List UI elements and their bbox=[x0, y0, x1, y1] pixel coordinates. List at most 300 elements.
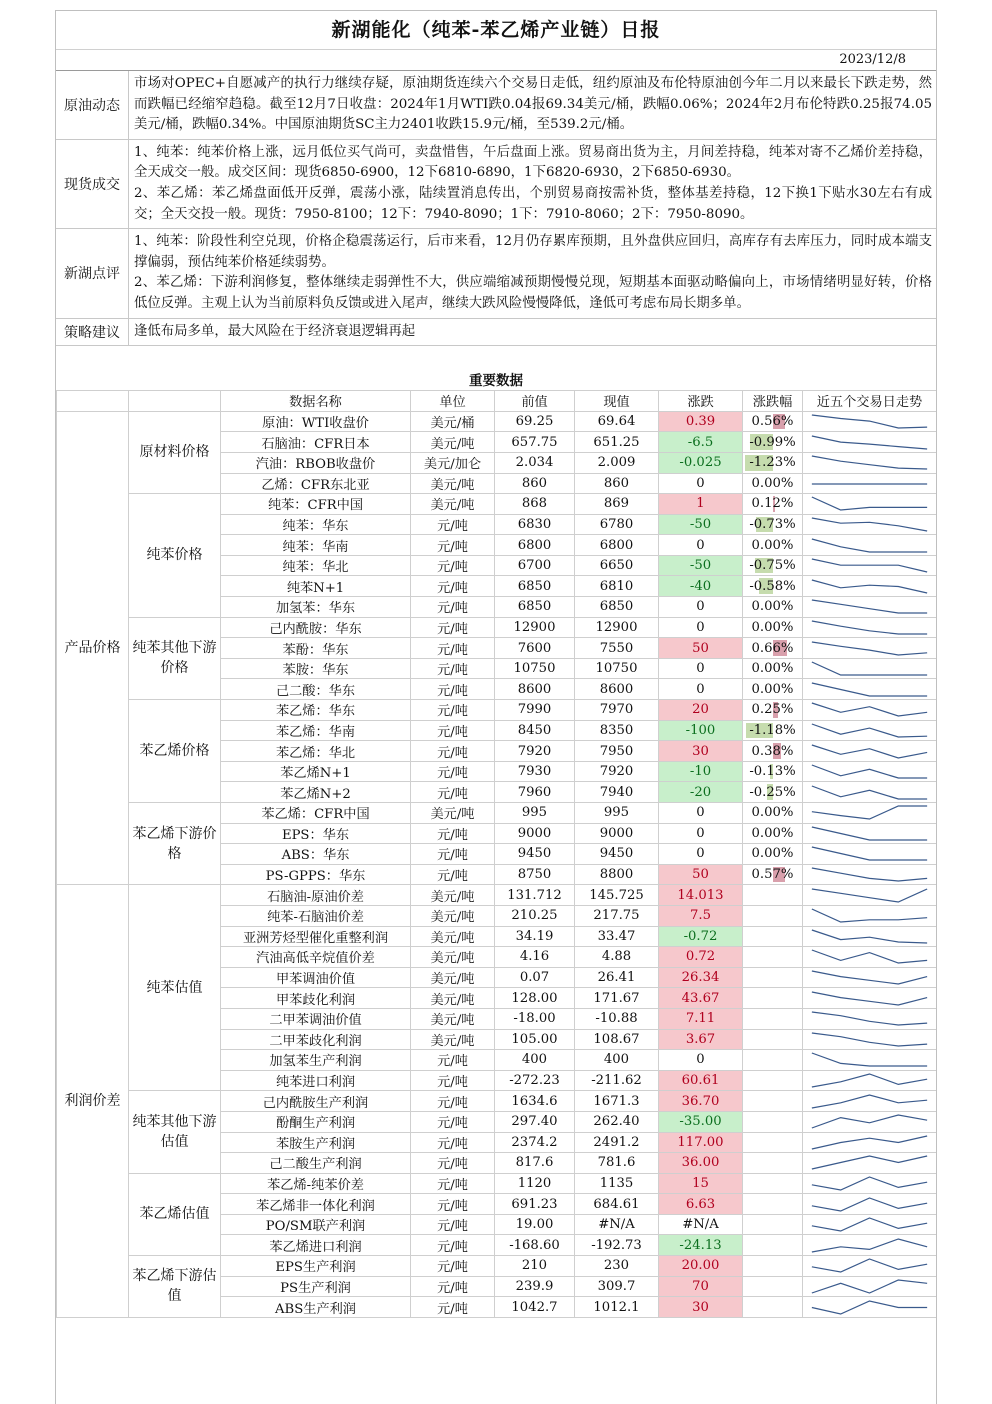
group-cell: 苯乙烯下游价格 bbox=[129, 803, 221, 885]
prev-value: 691.23 bbox=[495, 1194, 575, 1215]
section-row bbox=[56, 71, 936, 140]
sparkline-path bbox=[812, 621, 927, 634]
change-value: #N/A bbox=[659, 1214, 743, 1235]
curr-value: 1671.3 bbox=[575, 1091, 659, 1112]
prev-value: 995 bbox=[495, 803, 575, 824]
sparkline bbox=[803, 1195, 936, 1214]
sparkline-cell bbox=[803, 1297, 937, 1318]
sparkline bbox=[803, 721, 936, 740]
pct-text: -0.73% bbox=[749, 516, 796, 532]
pct-change bbox=[743, 1029, 803, 1050]
sparkline bbox=[803, 865, 936, 884]
unit-cell: 元/吨 bbox=[411, 679, 495, 700]
sparkline bbox=[803, 433, 936, 452]
prev-value: 19.00 bbox=[495, 1214, 575, 1235]
change-value: -20 bbox=[659, 782, 743, 803]
pct-change bbox=[743, 1111, 803, 1132]
header-name: 数据名称 bbox=[221, 391, 411, 412]
pct-text: 0.00% bbox=[751, 599, 794, 615]
sparkline-cell bbox=[803, 1050, 937, 1071]
sparkline-path bbox=[812, 456, 927, 469]
sparkline-path bbox=[812, 642, 927, 655]
section-paragraph: 市场对OPEC+自愿减产的执行力继续存疑，原油期货连续六个交易日走低，纽约原油及布伦特原油创今年二月以来最长下跌走势，然而跌幅已经缩窄趋稳。截至12月7日收盘：2024年1月WTI跌0.04报69.34美元/桶，跌幅0.06%；2024年2月布伦特跌0.25报74.05美元/桶，跌幅0.34%。中国原油期货SC主力2401收跌15.9元/桶，至539.2元/桶。 bbox=[134, 76, 932, 133]
sparkline-path bbox=[812, 992, 927, 1005]
sparkline-cell bbox=[803, 576, 937, 597]
curr-value: 7920 bbox=[575, 761, 659, 782]
header-pct: 涨跌幅 bbox=[743, 391, 803, 412]
curr-value: 2491.2 bbox=[575, 1132, 659, 1153]
change-value: -6.5 bbox=[659, 432, 743, 453]
curr-value: 8600 bbox=[575, 679, 659, 700]
sparkline bbox=[803, 1277, 936, 1296]
sparkline-cell bbox=[803, 1008, 937, 1029]
sparkline-path bbox=[812, 1301, 927, 1314]
change-value: -0.025 bbox=[659, 452, 743, 473]
change-value: -24.13 bbox=[659, 1235, 743, 1256]
change-value: 6.63 bbox=[659, 1194, 743, 1215]
sparkline bbox=[803, 659, 936, 678]
prev-value: 400 bbox=[495, 1050, 575, 1071]
change-value: 0 bbox=[659, 473, 743, 494]
sparkline-cell bbox=[803, 1256, 937, 1277]
sparkline-cell bbox=[803, 494, 937, 515]
sparkline-cell bbox=[803, 432, 937, 453]
item-name: 原油：WTI收盘价 bbox=[221, 411, 411, 432]
unit-cell: 美元/加仑 bbox=[411, 452, 495, 473]
pct-change bbox=[743, 1132, 803, 1153]
unit-cell: 元/吨 bbox=[411, 555, 495, 576]
sparkline bbox=[803, 742, 936, 761]
curr-value: 26.41 bbox=[575, 967, 659, 988]
section-label: 原油动态 bbox=[56, 71, 129, 139]
curr-value: 145.725 bbox=[575, 885, 659, 906]
curr-value: 400 bbox=[575, 1050, 659, 1071]
sparkline bbox=[803, 1071, 936, 1090]
pct-change bbox=[743, 823, 803, 844]
curr-value: 12900 bbox=[575, 617, 659, 638]
prev-value: -272.23 bbox=[495, 1070, 575, 1091]
pct-text: -1.18% bbox=[749, 722, 796, 738]
prev-value: 860 bbox=[495, 473, 575, 494]
pct-text: 0.00% bbox=[751, 681, 794, 697]
sparkline bbox=[803, 700, 936, 719]
change-value: 60.61 bbox=[659, 1070, 743, 1091]
sparkline bbox=[803, 824, 936, 843]
sparkline bbox=[803, 474, 936, 493]
pct-change bbox=[743, 494, 803, 515]
sparkline-cell bbox=[803, 555, 937, 576]
sparkline-cell bbox=[803, 597, 937, 618]
item-name: 苯胺：华东 bbox=[221, 658, 411, 679]
change-value: 15 bbox=[659, 1173, 743, 1194]
curr-value: -211.62 bbox=[575, 1070, 659, 1091]
section-row bbox=[56, 229, 936, 318]
data-title: 重要数据 bbox=[469, 373, 523, 390]
sparkline-cell bbox=[803, 679, 937, 700]
curr-value: 6650 bbox=[575, 555, 659, 576]
change-value: -100 bbox=[659, 720, 743, 741]
change-value: 36.70 bbox=[659, 1091, 743, 1112]
change-value: 26.34 bbox=[659, 967, 743, 988]
pct-text: 0.00% bbox=[751, 846, 794, 862]
table-row bbox=[57, 411, 937, 432]
category-cell: 利润价差 bbox=[57, 885, 129, 1317]
sparkline-path bbox=[812, 703, 927, 716]
group-cell: 苯乙烯估值 bbox=[129, 1173, 221, 1255]
pct-change bbox=[743, 1153, 803, 1174]
group-cell: 纯苯估值 bbox=[129, 885, 221, 1091]
sparkline-path bbox=[812, 971, 927, 984]
sparkline bbox=[803, 1236, 936, 1255]
sparkline-path bbox=[812, 580, 927, 593]
prev-value: -168.60 bbox=[495, 1235, 575, 1256]
sparkline bbox=[803, 1153, 936, 1172]
section-body bbox=[129, 319, 936, 346]
unit-cell: 美元/吨 bbox=[411, 1008, 495, 1029]
change-value: 7.5 bbox=[659, 905, 743, 926]
sparkline-cell bbox=[803, 782, 937, 803]
curr-value: 309.7 bbox=[575, 1276, 659, 1297]
sparkline-cell bbox=[803, 720, 937, 741]
curr-value: -192.73 bbox=[575, 1235, 659, 1256]
item-name: 纯苯N+1 bbox=[221, 576, 411, 597]
sparkline bbox=[803, 412, 936, 431]
sparkline-path bbox=[812, 806, 927, 819]
item-name: 酚酮生产利润 bbox=[221, 1111, 411, 1132]
prev-value: 7930 bbox=[495, 761, 575, 782]
sparkline-path bbox=[812, 539, 927, 552]
unit-cell: 元/吨 bbox=[411, 1235, 495, 1256]
pct-change bbox=[743, 741, 803, 762]
sparkline bbox=[803, 762, 936, 781]
unit-cell: 元/吨 bbox=[411, 1276, 495, 1297]
pct-change bbox=[743, 803, 803, 824]
item-name: 苯乙烯N+1 bbox=[221, 761, 411, 782]
table-row bbox=[57, 803, 937, 824]
prev-value: 6830 bbox=[495, 514, 575, 535]
prev-value: 9000 bbox=[495, 823, 575, 844]
prev-value: 7920 bbox=[495, 741, 575, 762]
prev-value: 0.07 bbox=[495, 967, 575, 988]
sparkline-path bbox=[812, 847, 927, 860]
pct-change bbox=[743, 967, 803, 988]
sparkline-cell bbox=[803, 1235, 937, 1256]
curr-value: 1135 bbox=[575, 1173, 659, 1194]
sparkline-cell bbox=[803, 452, 937, 473]
item-name: 纯苯-石脑油价差 bbox=[221, 905, 411, 926]
unit-cell: 元/吨 bbox=[411, 535, 495, 556]
sparkline-path bbox=[812, 1033, 927, 1046]
pct-change bbox=[743, 411, 803, 432]
prev-value: -18.00 bbox=[495, 1008, 575, 1029]
pct-text: 0.12% bbox=[751, 496, 794, 512]
sparkline bbox=[803, 803, 936, 822]
sparkline bbox=[803, 453, 936, 472]
sparkline bbox=[803, 844, 936, 863]
sparkline bbox=[803, 556, 936, 575]
prev-value: 34.19 bbox=[495, 926, 575, 947]
change-value: 0 bbox=[659, 1050, 743, 1071]
table-header-row bbox=[57, 391, 937, 412]
pct-change bbox=[743, 761, 803, 782]
report-date: 2023/12/8 bbox=[56, 50, 936, 71]
sparkline bbox=[803, 1256, 936, 1275]
pct-change bbox=[743, 905, 803, 926]
sparkline-cell bbox=[803, 658, 937, 679]
pct-change bbox=[743, 1297, 803, 1318]
pct-change bbox=[743, 658, 803, 679]
pct-text: 0.00% bbox=[751, 475, 794, 491]
prev-value: 8450 bbox=[495, 720, 575, 741]
unit-cell: 美元/吨 bbox=[411, 494, 495, 515]
curr-value: #N/A bbox=[575, 1214, 659, 1235]
item-name: 石脑油-原油价差 bbox=[221, 885, 411, 906]
pct-change bbox=[743, 988, 803, 1009]
pct-change bbox=[743, 638, 803, 659]
sparkline-cell bbox=[803, 1194, 937, 1215]
pct-change bbox=[743, 700, 803, 721]
curr-value: 9450 bbox=[575, 844, 659, 865]
sparkline-path bbox=[812, 1239, 927, 1252]
curr-value: 69.64 bbox=[575, 411, 659, 432]
pct-text: 0.00% bbox=[751, 661, 794, 677]
change-value: 1 bbox=[659, 494, 743, 515]
sparkline-path bbox=[812, 1074, 927, 1087]
prev-value: 131.712 bbox=[495, 885, 575, 906]
pct-change bbox=[743, 452, 803, 473]
unit-cell: 元/吨 bbox=[411, 1091, 495, 1112]
item-name: 苯乙烯：华东 bbox=[221, 700, 411, 721]
sparkline bbox=[803, 1009, 936, 1028]
prev-value: 128.00 bbox=[495, 988, 575, 1009]
sparkline-cell bbox=[803, 514, 937, 535]
curr-value: 6780 bbox=[575, 514, 659, 535]
pct-change bbox=[743, 597, 803, 618]
item-name: 苯乙烯-纯苯价差 bbox=[221, 1173, 411, 1194]
change-value: 20 bbox=[659, 700, 743, 721]
change-value: 3.67 bbox=[659, 1029, 743, 1050]
item-name: 苯酚：华东 bbox=[221, 638, 411, 659]
change-value: 0.72 bbox=[659, 947, 743, 968]
change-value: -50 bbox=[659, 514, 743, 535]
unit-cell: 美元/吨 bbox=[411, 988, 495, 1009]
sparkline-cell bbox=[803, 1070, 937, 1091]
pct-change bbox=[743, 1214, 803, 1235]
pct-change bbox=[743, 864, 803, 885]
sparkline-cell bbox=[803, 617, 937, 638]
pct-change bbox=[743, 926, 803, 947]
item-name: 己内酰胺：华东 bbox=[221, 617, 411, 638]
unit-cell: 美元/吨 bbox=[411, 432, 495, 453]
item-name: 纯苯进口利润 bbox=[221, 1070, 411, 1091]
pct-change bbox=[743, 514, 803, 535]
sparkline bbox=[803, 989, 936, 1008]
prev-value: 9450 bbox=[495, 844, 575, 865]
unit-cell: 元/吨 bbox=[411, 700, 495, 721]
section-paragraph: 2、苯乙烯：下游利润修复，整体继续走弱弹性不大，供应端缩减预期慢慢兑现，短期基本面驱动略偏向上，市场情绪明显好转，价格低位反弹。主观上认为当前原料负反馈或进入尾声，继续大跌风险慢慢降低，逢低可考虑布局长期多单。 bbox=[134, 275, 932, 311]
pct-change bbox=[743, 947, 803, 968]
report-title: 新湖能化（纯苯-苯乙烯产业链）日报 bbox=[56, 11, 936, 50]
section-label: 现货成交 bbox=[56, 140, 129, 228]
pct-text: 0.25% bbox=[751, 702, 794, 718]
sparkline bbox=[803, 515, 936, 534]
sparkline-path bbox=[812, 1115, 927, 1128]
commentary-sections bbox=[56, 71, 936, 346]
sparkline-cell bbox=[803, 473, 937, 494]
prev-value: 2.034 bbox=[495, 452, 575, 473]
pct-change bbox=[743, 782, 803, 803]
pct-change bbox=[743, 885, 803, 906]
prev-value: 817.6 bbox=[495, 1153, 575, 1174]
sparkline-cell bbox=[803, 803, 937, 824]
sparkline-path bbox=[812, 683, 927, 696]
pct-change bbox=[743, 432, 803, 453]
sparkline-cell bbox=[803, 885, 937, 906]
unit-cell: 元/吨 bbox=[411, 1297, 495, 1318]
unit-cell: 元/吨 bbox=[411, 638, 495, 659]
sparkline-path bbox=[812, 868, 927, 881]
item-name: 二甲苯歧化利润 bbox=[221, 1029, 411, 1050]
change-value: 0 bbox=[659, 597, 743, 618]
sparkline bbox=[803, 947, 936, 966]
sparkline-path bbox=[812, 518, 927, 531]
item-name: ABS生产利润 bbox=[221, 1297, 411, 1318]
sparkline-path bbox=[812, 1012, 927, 1025]
pct-text: -0.58% bbox=[749, 578, 796, 594]
curr-value: 217.75 bbox=[575, 905, 659, 926]
unit-cell: 元/吨 bbox=[411, 844, 495, 865]
sparkline-path bbox=[812, 765, 927, 778]
item-name: 亚洲芳烃型催化重整利润 bbox=[221, 926, 411, 947]
table-row bbox=[57, 1173, 937, 1194]
sparkline-cell bbox=[803, 1132, 937, 1153]
sparkline bbox=[803, 639, 936, 658]
curr-value: 7940 bbox=[575, 782, 659, 803]
pct-change bbox=[743, 720, 803, 741]
sparkline-path bbox=[812, 827, 927, 840]
curr-value: 7950 bbox=[575, 741, 659, 762]
sparkline-cell bbox=[803, 926, 937, 947]
prev-value: 6700 bbox=[495, 555, 575, 576]
curr-value: 2.009 bbox=[575, 452, 659, 473]
sparkline-cell bbox=[803, 1173, 937, 1194]
group-cell: 纯苯其他下游价格 bbox=[129, 617, 221, 699]
item-name: 汽油高低辛烷值价差 bbox=[221, 947, 411, 968]
prev-value: 7960 bbox=[495, 782, 575, 803]
item-name: 纯苯：华北 bbox=[221, 555, 411, 576]
sparkline-path bbox=[812, 497, 927, 510]
curr-value: 651.25 bbox=[575, 432, 659, 453]
sparkline-cell bbox=[803, 1029, 937, 1050]
curr-value: 9000 bbox=[575, 823, 659, 844]
group-cell: 原材料价格 bbox=[129, 411, 221, 493]
report-page bbox=[55, 10, 937, 1404]
item-name: 苯乙烯N+2 bbox=[221, 782, 411, 803]
prev-value: 7600 bbox=[495, 638, 575, 659]
group-cell: 苯乙烯下游估值 bbox=[129, 1256, 221, 1318]
unit-cell: 元/吨 bbox=[411, 514, 495, 535]
sparkline-cell bbox=[803, 1276, 937, 1297]
sparkline bbox=[803, 1215, 936, 1234]
sparkline bbox=[803, 1092, 936, 1111]
item-name: PS-GPPS：华东 bbox=[221, 864, 411, 885]
sparkline-path bbox=[812, 1136, 927, 1149]
pct-change bbox=[743, 576, 803, 597]
sparkline-cell bbox=[803, 1111, 937, 1132]
item-name: 苯胺生产利润 bbox=[221, 1132, 411, 1153]
sparkline-cell bbox=[803, 864, 937, 885]
prev-value: 105.00 bbox=[495, 1029, 575, 1050]
item-name: PS生产利润 bbox=[221, 1276, 411, 1297]
sparkline bbox=[803, 1030, 936, 1049]
pct-text: 0.66% bbox=[751, 640, 794, 656]
sparkline bbox=[803, 783, 936, 802]
table-row bbox=[57, 885, 937, 906]
pct-change bbox=[743, 844, 803, 865]
pct-text: 0.00% bbox=[751, 537, 794, 553]
section-paragraph: 逢低布局多单，最大风险在于经济衰退逻辑再起 bbox=[134, 323, 416, 339]
table-row bbox=[57, 1256, 937, 1277]
unit-cell: 元/吨 bbox=[411, 720, 495, 741]
sparkline bbox=[803, 494, 936, 513]
pct-change bbox=[743, 1235, 803, 1256]
unit-cell: 元/吨 bbox=[411, 1111, 495, 1132]
curr-value: 860 bbox=[575, 473, 659, 494]
sparkline bbox=[803, 618, 936, 637]
item-name: EPS生产利润 bbox=[221, 1256, 411, 1277]
pct-change bbox=[743, 1194, 803, 1215]
unit-cell: 元/吨 bbox=[411, 864, 495, 885]
sparkline-path bbox=[812, 1053, 927, 1066]
section-body bbox=[129, 140, 936, 228]
sparkline bbox=[803, 1133, 936, 1152]
pct-text: 0.57% bbox=[751, 867, 794, 883]
table-row bbox=[57, 700, 937, 721]
unit-cell: 元/吨 bbox=[411, 617, 495, 638]
table-row bbox=[57, 617, 937, 638]
sparkline-cell bbox=[803, 741, 937, 762]
sparkline-path bbox=[812, 930, 927, 943]
sparkline bbox=[803, 597, 936, 616]
curr-value: 10750 bbox=[575, 658, 659, 679]
item-name: 汽油：RBOB收盘价 bbox=[221, 452, 411, 473]
change-value: -35.00 bbox=[659, 1111, 743, 1132]
item-name: 苯乙烯：华南 bbox=[221, 720, 411, 741]
change-value: 50 bbox=[659, 864, 743, 885]
group-cell: 纯苯其他下游估值 bbox=[129, 1091, 221, 1173]
change-value: 0.39 bbox=[659, 411, 743, 432]
prev-value: 657.75 bbox=[495, 432, 575, 453]
sparkline bbox=[803, 886, 936, 905]
curr-value: -10.88 bbox=[575, 1008, 659, 1029]
curr-value: 6810 bbox=[575, 576, 659, 597]
sparkline-cell bbox=[803, 823, 937, 844]
sparkline-path bbox=[812, 1280, 927, 1293]
sparkline-path bbox=[812, 662, 927, 675]
sparkline-path bbox=[812, 786, 927, 799]
unit-cell: 元/吨 bbox=[411, 1070, 495, 1091]
curr-value: 7970 bbox=[575, 700, 659, 721]
pct-change bbox=[743, 617, 803, 638]
item-name: 己二酸生产利润 bbox=[221, 1153, 411, 1174]
section-body bbox=[129, 71, 936, 139]
sparkline-cell bbox=[803, 1153, 937, 1174]
change-value: 117.00 bbox=[659, 1132, 743, 1153]
curr-value: 995 bbox=[575, 803, 659, 824]
pct-change bbox=[743, 535, 803, 556]
curr-value: 8800 bbox=[575, 864, 659, 885]
unit-cell: 元/吨 bbox=[411, 1173, 495, 1194]
